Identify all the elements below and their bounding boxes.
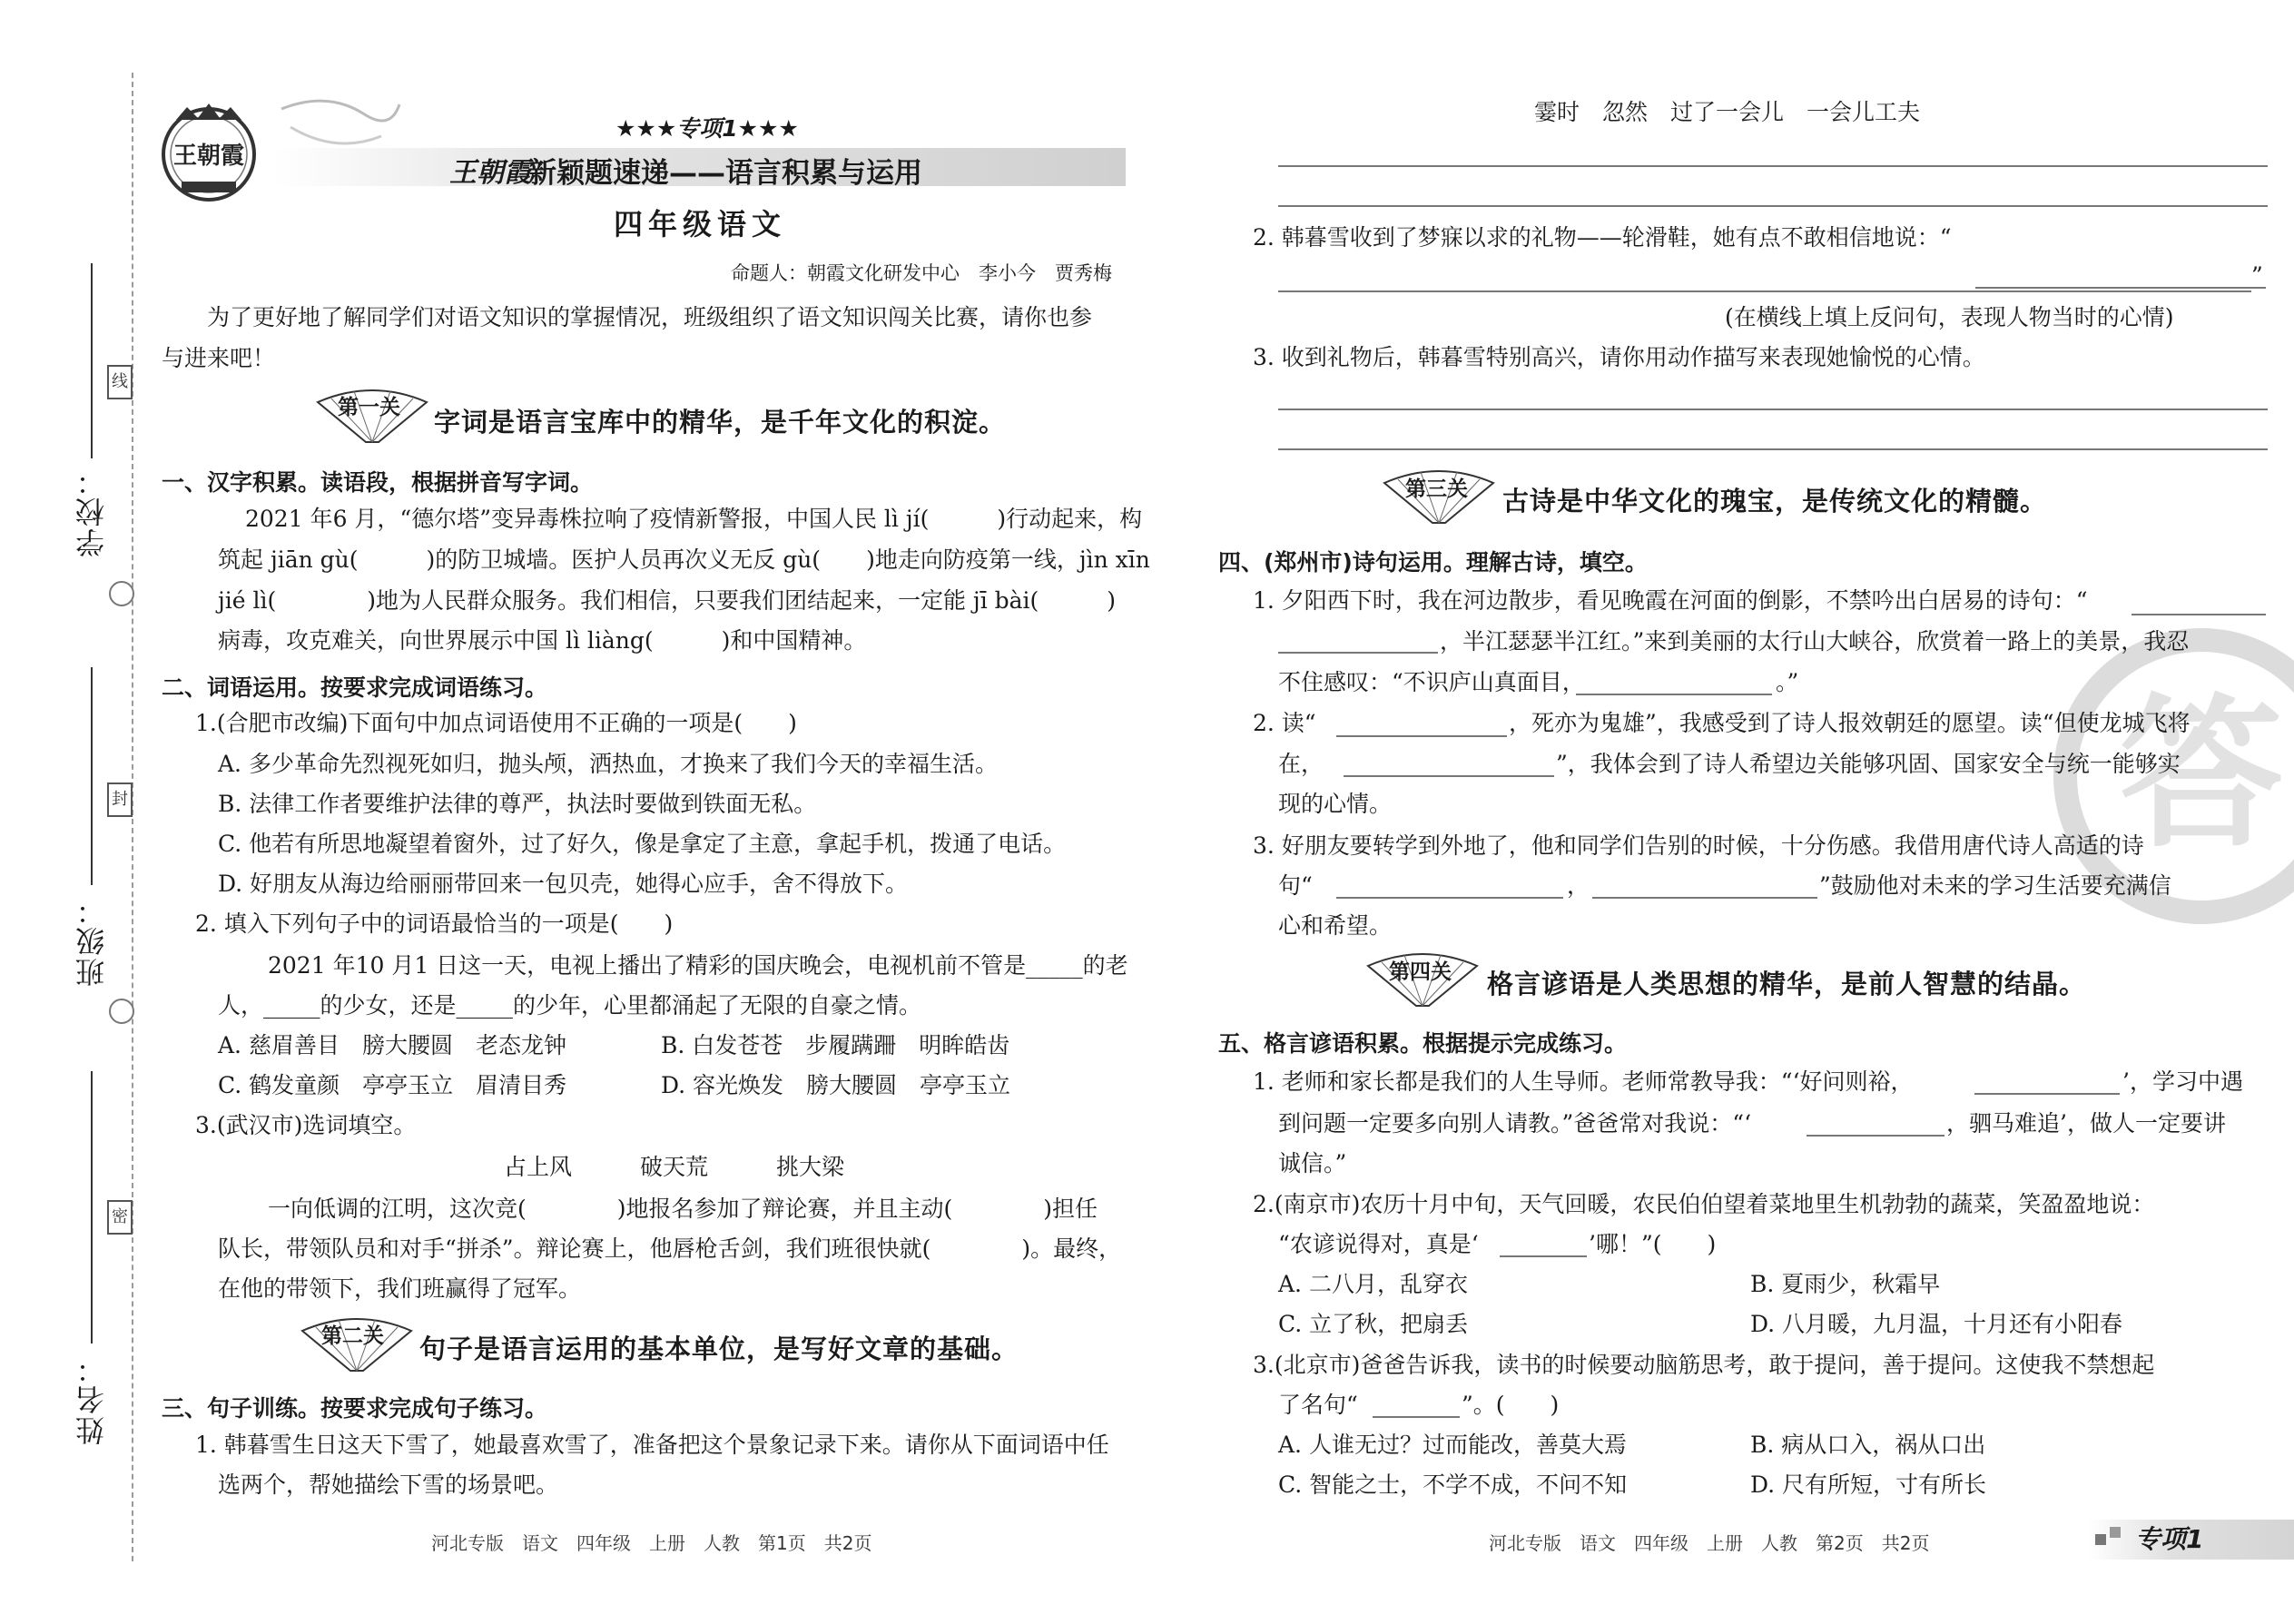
class-field[interactable] [91,667,93,885]
q4-line: 。” [1776,669,1799,695]
q5-heading: 五、格言谚语积累。根据提示完成练习。 [1218,1030,1628,1057]
q2-passage: 人，_____的少女，还是_____的少年，心里都涌起了无限的自豪之情。 [218,992,922,1019]
q2-heading: 二、词语运用。按要求完成词语练习。 [162,674,548,701]
q2-stem: 3.(武汉市)选词填空。 [195,1112,417,1138]
school-field[interactable] [91,263,93,458]
q5-option-a[interactable]: A. 二八月，乱穿衣 [1278,1271,1468,1297]
q2-option-c[interactable]: C. 他若有所思地凝望着窗外，过了好久，像是拿定了主意，拿起手机，拨通了电话。 [218,831,1067,857]
q5-line: ，驷马难追’，做人一定要讲 [1946,1110,2226,1137]
answer-line[interactable] [1373,1416,1460,1418]
footer-right: 河北专版 语文 四年级 上册 人教 第2页 共2页 [1489,1532,1930,1554]
answer-line[interactable] [1974,1093,2120,1095]
brand-logo [154,98,263,207]
q2-option-d[interactable]: D. 容光焕发 膀大腰圆 亭亭玉立 [661,1072,1011,1098]
q4-line: 不住感叹：“不识庐山真面目， [1278,669,1585,695]
answer-line[interactable] [1278,205,2268,207]
q4-heading: 四、(郑州市)诗句运用。理解古诗，填空。 [1218,549,1648,576]
close-quote: ” [2251,262,2263,289]
q2-option-b[interactable]: B. 白发苍苍 步履蹒跚 明眸皓齿 [661,1032,1010,1058]
q4-line: 1. 夕阳西下时，我在河边散步，看见晚霞在河面的倒影，不禁吟出白居易的诗句：“ [1253,587,2088,614]
footer-left: 河北专版 语文 四年级 上册 人教 第1页 共2页 [431,1532,872,1554]
name-label: 姓名： [74,1353,109,1445]
answer-line[interactable] [1278,408,2268,410]
q2-stem: 1.(合肥市改编)下面句中加点词语使用不正确的一项是( ) [195,710,797,736]
q2-passage: 在他的带领下，我们班赢得了冠军。 [218,1275,582,1302]
q1-line: 2021 年6 月，“德尔塔”变异毒株拉响了疫情新警报，中国人民 lì jí( )行动起来，构 [245,506,1143,532]
school-label: 学校： [74,465,109,557]
level-4-title: 格言谚语是人类思想的精华，是前人智慧的结晶。 [1487,969,2087,999]
q2-option-a[interactable]: A. 慈眉善目 膀大腰圆 老态龙钟 [218,1032,566,1058]
q5-line: ’，学习中遇 [2122,1068,2243,1095]
answer-line[interactable] [1336,897,1563,899]
q5-option-c[interactable]: C. 立了秋，把扇丢 [1278,1311,1469,1337]
answer-line[interactable] [1500,1255,1587,1257]
level-1-badge: 第一关 [338,396,400,419]
q2-option-a[interactable]: A. 多少革命先烈视死如归，抛头颅，洒热血，才换来了我们今天的幸福生活。 [218,751,998,777]
stars-label: ★★★专项1★★★ [615,115,799,142]
q5-line: 诚信。” [1278,1150,1347,1176]
q5-line: 3.(北京市)爸爸告诉我，读书的时候要动脑筋思考，敢于提问，善于提问。这使我不禁想起 [1253,1352,2155,1378]
q5-option-c[interactable]: C. 智能之士，不学不成，不问不知 [1278,1471,1628,1498]
q2-option-d[interactable]: D. 好朋友从海边给丽丽带回来一包贝壳，她得心应手，舍不得放下。 [218,871,909,897]
authors: 命题人：朝霞文化研发中心 李小今 贾秀梅 [731,262,1112,284]
level-3-title: 古诗是中华文化的瑰宝，是传统文化的精髓。 [1502,486,2048,517]
answer-line[interactable] [1278,290,2251,292]
q1-line: 病毒，攻克难关，向世界展示中国 lì liàng( )和中国精神。 [218,627,867,654]
brand-name: 王朝霞 [449,157,531,189]
q5-option-d[interactable]: D. 八月暖，九月温，十月还有小阳春 [1750,1311,2123,1337]
answer-line[interactable] [1975,287,2266,289]
q2-stem: 2. 填入下列句子中的词语最恰当的一项是( ) [195,910,674,937]
level-2-badge: 第二关 [321,1324,384,1348]
binding-dashed-line [132,73,133,1561]
name-field[interactable] [91,1071,93,1343]
q5-option-d[interactable]: D. 尺有所短，寸有所长 [1750,1471,1987,1498]
intro-line: 与进来吧！ [162,345,276,371]
q4-line: ， [1567,872,1590,899]
answer-line[interactable] [1336,735,1507,737]
class-label: 班级： [74,894,109,987]
answer-line[interactable] [2132,614,2266,615]
cut-mark-seal: 封 [107,782,133,817]
answer-line[interactable] [1278,165,2268,167]
page-subtitle: 四年级语文 [614,207,787,241]
q5-line: ”。( ) [1462,1392,1560,1418]
q4-line: 2. 读“ [1253,710,1316,736]
q4-line: ”鼓励他对未来的学习生活要充满信 [1819,872,2171,899]
level-1-title: 字词是语言宝库中的精华，是千年文化的积淀。 [434,407,1007,438]
word-bank: 霎时 忽然 过了一会儿 一会儿工夫 [1534,99,1921,125]
intro-line: 为了更好地了解同学们对语文知识的掌握情况，班级组织了语文知识闯关比赛，请你也参 [207,304,1093,330]
right-page [1162,0,2294,1624]
page-title: 新颖题速递——语言积累与运用 [528,157,922,190]
q5-line: “农谚说得对，真是‘ [1278,1231,1479,1257]
q1-heading: 一、汉字积累。读语段，根据拼音写字词。 [162,469,594,496]
q4-line: ，死亦为鬼雄”，我感受到了诗人报效朝廷的愿望。读“但使龙城飞将 [1509,710,2191,736]
q5-option-a[interactable]: A. 人谁无过？过而能改，善莫大焉 [1278,1432,1627,1458]
q3-stem: 选两个，帮她描绘下雪的场景吧。 [218,1471,559,1498]
q4-line: ，半江瑟瑟半江红。”来到美丽的太行山大峡谷，欣赏着一路上的美景，我忍 [1440,628,2190,655]
q4-line: 句“ [1278,872,1313,899]
tag-label: 专项1 [2135,1524,2204,1554]
q5-line: 了名句“ [1278,1392,1358,1418]
q1-line: 筑起 jiān gù( )的防卫城墙。医护人员再次义无反 gù( )地走向防疫第一线，jìn xīn [218,546,1150,573]
answer-line[interactable] [1278,448,2268,450]
cut-mark-secret: 密 [107,1200,133,1235]
q3-stem: 2. 韩暮雪收到了梦寐以求的礼物——轮滑鞋，她有点不敢相信地说：“ [1253,224,1952,251]
q3-stem: 3. 收到礼物后，韩暮雪特别高兴，请你用动作描写来表现她愉悦的心情。 [1253,344,1985,370]
q5-line: ’哪！”( ) [1589,1231,1717,1257]
q5-line: 到问题一定要多向别人请教。”爸爸常对我说：“‘ [1278,1110,1752,1137]
q2-passage: 2021 年10 月1 日这一天，电视上播出了精彩的国庆晚会，电视机前不管是_____的老 [268,952,1128,979]
q3-heading: 三、句子训练。按要求完成句子练习。 [162,1395,548,1422]
svg-text:答: 答 [2119,678,2284,870]
q4-line: ”，我体会到了诗人希望边关能够巩固、国家安全与统一能够实 [1556,751,2181,777]
q4-line: 在， [1278,751,1324,777]
q5-option-b[interactable]: B. 夏雨少，秋霜早 [1750,1271,1941,1297]
tag-square-icon [2095,1534,2106,1545]
binding-hole [109,999,134,1024]
answer-line[interactable] [1807,1135,1944,1137]
answer-line[interactable] [1592,897,1817,899]
q1-line: jié lì( )地为人民群众服务。我们相信，只要我们团结起来，一定能 jī bài( ) [218,587,1117,614]
word-bank: 占上风 破天荒 挑大梁 [504,1154,845,1180]
q2-passage: 队长，带领队员和对手“拼杀”。辩论赛上，他唇枪舌剑，我们班很快就( )。最终， [218,1235,1122,1262]
q4-line: 3. 好朋友要转学到外地了，他和同学们告别的时候，十分伤感。我借用唐代诗人高适的诗 [1253,832,2144,859]
q3-stem: 1. 韩暮雪生日这天下雪了，她最喜欢雪了，准备把这个景象记录下来。请你从下面词语中任 [195,1432,1109,1458]
q4-line: 心和希望。 [1278,912,1393,939]
level-3-badge: 第三关 [1405,477,1468,501]
q5-line: 2.(南京市)农历十月中旬，天气回暖，农民伯伯望着菜地里生机勃勃的蔬菜，笑盈盈地说： [1253,1191,2155,1217]
answer-line[interactable] [1278,652,1438,654]
q3-note: (在横线上填上反问句，表现人物当时的心情) [1725,304,2174,330]
q2-option-c[interactable]: C. 鹤发童颜 亭亭玉立 眉清目秀 [218,1072,567,1098]
q2-passage: 一向低调的江明，这次竞( )地报名参加了辩论赛，并且主动( )担任 [268,1196,1098,1222]
q5-option-b[interactable]: B. 病从口入，祸从口出 [1750,1432,1986,1458]
q5-line: 1. 老师和家长都是我们的人生导师。老师常教导我：“‘好问则裕， [1253,1068,1914,1095]
q4-line: 现的心情。 [1278,791,1393,817]
svg-text:王朝霞: 王朝霞 [172,143,245,170]
q2-option-b[interactable]: B. 法律工作者要维护法律的尊严，执法时要做到铁面无私。 [218,791,817,817]
answer-line[interactable] [1576,694,1772,695]
level-4-badge: 第四关 [1389,960,1452,984]
level-2-title: 句子是语言运用的基本单位，是写好文章的基础。 [419,1334,1019,1364]
tag-square-icon [2110,1527,2121,1538]
cut-mark-line: 线 [107,365,133,399]
binding-hole [109,581,134,606]
answer-line[interactable] [1344,775,1554,777]
